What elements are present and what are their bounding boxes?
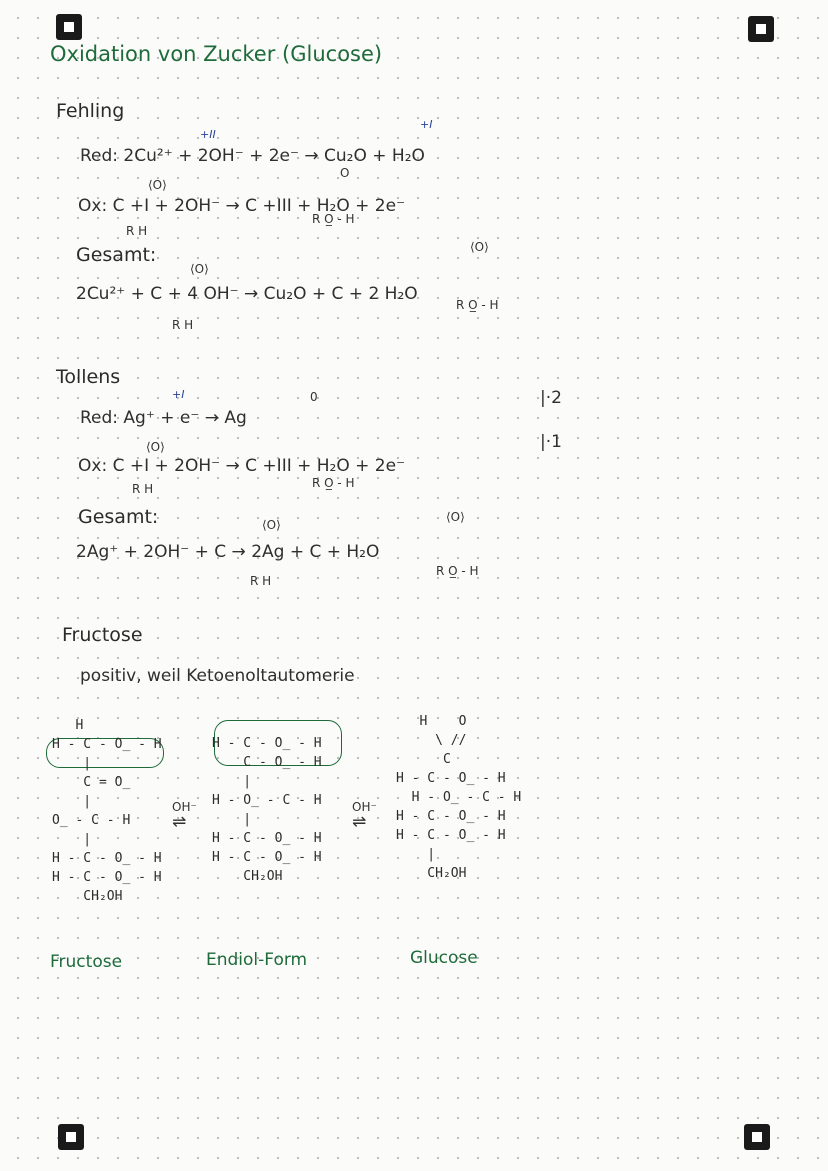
tollens-total-equation: 2Ag⁺ + 2OH⁻ + C → 2Ag + C + H₂O — [76, 542, 380, 562]
stoichiometry-ratio: |·2 — [540, 388, 562, 408]
fructose-explanation: positiv, weil Ketoenoltautomerie — [80, 666, 355, 686]
section-heading-fehling: Fehling — [56, 100, 125, 122]
oxidation-number: +I — [172, 388, 185, 401]
structure-line: O̲ - C - H — [52, 813, 131, 828]
structure-line: \ // — [396, 733, 467, 748]
label-glucose: Glucose — [410, 948, 478, 968]
structure-line: CH₂OH — [52, 889, 123, 904]
structure-fructose — [52, 716, 162, 906]
carboxyl-group: R O̲ - H — [456, 298, 499, 312]
structure-line: H - C - O̲ - H — [396, 809, 506, 824]
structure-line: | — [212, 812, 252, 827]
section-heading-fructose: Fructose — [62, 624, 143, 646]
carbonyl-oxygen: ⟨O⟩ — [470, 240, 489, 254]
catalyst-label: OH⁻ — [352, 800, 377, 814]
aldehyde-substituents: R H — [126, 224, 148, 238]
structure-line: H — [52, 718, 84, 733]
structure-line: C = O̲ — [52, 775, 131, 790]
oxidation-number: 0 — [310, 390, 318, 404]
carbonyl-oxygen: ⟨O⟩ — [190, 262, 209, 276]
structure-line: H - C - O̲ - H — [212, 850, 322, 865]
catalyst-label: OH⁻ — [172, 800, 197, 814]
page-title: Oxidation von Zucker (Glucose) — [50, 42, 383, 66]
structure-line: C - O̲ - H — [212, 755, 322, 770]
tollens-oxidation-equation: Ox: C +I + 2OH⁻ → C +III + H₂O + 2e⁻ — [78, 456, 406, 476]
scan-marker-top-right — [748, 16, 774, 42]
structure-line: H - C - O̲ - H — [396, 828, 506, 843]
structure-line: | — [212, 774, 252, 789]
structure-line: | — [396, 847, 436, 862]
carboxyl-group: R O̲ - H — [312, 476, 355, 490]
structure-line: H - O̲ - C - H — [212, 793, 322, 808]
aldehyde-substituents: R H — [172, 318, 194, 332]
scan-marker-bottom-right — [744, 1124, 770, 1150]
structure-line: | — [52, 832, 92, 847]
fehling-total-equation: 2Cu²⁺ + C + 4 OH⁻ → Cu₂O + C + 2 H₂O — [76, 284, 418, 304]
stoichiometry-ratio: |·1 — [540, 432, 562, 452]
aldehyde-substituents: R H — [250, 574, 272, 588]
structure-line: H - C - O̲ - H — [212, 736, 322, 751]
structure-line: | — [52, 794, 92, 809]
structure-line: H O — [396, 714, 467, 729]
oxidation-number: +II — [200, 128, 216, 141]
total-reaction-label: Gesamt: — [76, 244, 157, 266]
aldehyde-substituents: R H — [132, 482, 154, 496]
tollens-reduction-equation: Red: Ag⁺ + e⁻ → Ag — [80, 408, 247, 428]
carboxyl-group: R O̲ - H — [312, 212, 355, 226]
structure-line: H - C - O̲ - H — [52, 870, 162, 885]
carbonyl-oxygen: ⟨O⟩ — [146, 440, 165, 454]
label-endiol-form: Endiol-Form — [206, 950, 308, 970]
structure-endiol — [212, 734, 322, 886]
structure-line: H - O̲ - C - H — [396, 790, 522, 805]
section-heading-tollens: Tollens — [56, 366, 121, 388]
structure-line: H - C - O̲ - H — [52, 737, 162, 752]
carbonyl-oxygen: ⟨O⟩ — [262, 518, 281, 532]
label-fructose: Fructose — [50, 952, 123, 972]
scan-marker-top-left — [56, 14, 82, 40]
carbonyl-oxygen: ⟨O⟩ — [148, 178, 167, 192]
scan-marker-bottom-left — [58, 1124, 84, 1150]
structure-line: CH₂OH — [212, 869, 283, 884]
structure-line: | — [52, 756, 92, 771]
carbonyl-oxygen: O — [340, 166, 350, 180]
fehling-reduction-equation: Red: 2Cu²⁺ + 2OH⁻ + 2e⁻ → Cu₂O + H₂O — [80, 146, 425, 166]
structure-line: H - C - O̲ - H — [52, 851, 162, 866]
structure-line: H - C - O̲ - H — [396, 771, 506, 786]
carboxyl-group: R O̲ - H — [436, 564, 479, 578]
structure-line: H - C - O̲ - H — [212, 831, 322, 846]
equilibrium-arrow-icon: ⇌ — [352, 812, 367, 832]
total-reaction-label: Gesamt: — [78, 506, 159, 528]
oxidation-number: +I — [420, 118, 433, 131]
carbonyl-oxygen: ⟨O⟩ — [446, 510, 465, 524]
structure-line: CH₂OH — [396, 866, 467, 881]
structure-glucose — [396, 712, 521, 883]
equilibrium-arrow-icon: ⇌ — [172, 812, 187, 832]
structure-line: C — [396, 752, 451, 767]
fehling-oxidation-equation: Ox: C +I + 2OH⁻ → C +III + H₂O + 2e⁻ — [78, 196, 406, 216]
